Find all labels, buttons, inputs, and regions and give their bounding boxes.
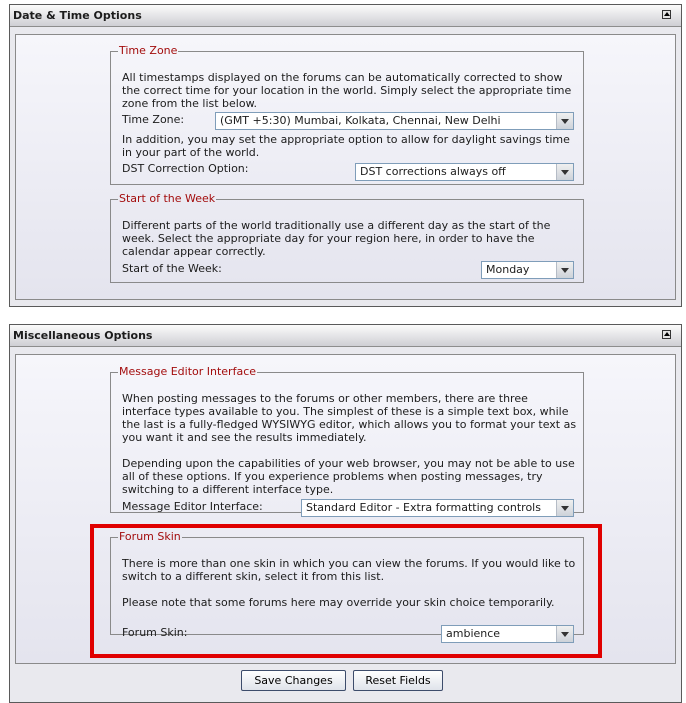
collapse-misc-icon[interactable] bbox=[662, 330, 671, 339]
chevron-down-icon[interactable] bbox=[556, 500, 573, 516]
time-zone-fieldset bbox=[110, 45, 584, 185]
skin-highlight-box bbox=[90, 524, 602, 658]
misc-header bbox=[10, 325, 681, 347]
skin-legend: Forum Skin bbox=[119, 530, 181, 543]
dst-value: DST corrections always off bbox=[360, 165, 506, 178]
date-time-body bbox=[15, 34, 676, 300]
skin-description-2: Please note that some forums here may override your skin choice temporarily. bbox=[122, 596, 555, 609]
dst-description: In addition, you may set the appropriate option to allow for daylight savings time in your part of the world. bbox=[122, 133, 570, 159]
chevron-down-icon[interactable] bbox=[556, 262, 573, 278]
editor-label: Message Editor Interface: bbox=[122, 500, 263, 513]
editor-value: Standard Editor - Extra formatting controls bbox=[306, 501, 541, 514]
time-zone-value: (GMT +5:30) Mumbai, Kolkata, Chennai, New Delhi bbox=[220, 114, 501, 127]
chevron-down-icon[interactable] bbox=[556, 164, 573, 180]
dst-label: DST Correction Option: bbox=[122, 162, 249, 175]
start-week-value: Monday bbox=[486, 263, 530, 276]
editor-description-2: Depending upon the capabilities of your web browser, you may not be able to use all of these options. If you experience problems when posting messages, try switching to a different interface type. bbox=[122, 457, 575, 496]
chevron-down-icon[interactable] bbox=[556, 113, 573, 129]
date-time-header bbox=[10, 5, 681, 27]
date-time-panel bbox=[9, 4, 682, 307]
reset-fields-button[interactable]: Reset Fields bbox=[353, 670, 443, 691]
save-changes-button[interactable]: Save Changes bbox=[241, 670, 346, 691]
editor-fieldset bbox=[110, 366, 584, 513]
start-week-select[interactable] bbox=[481, 261, 574, 279]
collapse-date-time-icon[interactable] bbox=[662, 10, 671, 19]
start-week-legend: Start of the Week bbox=[119, 192, 216, 205]
time-zone-label: Time Zone: bbox=[122, 113, 185, 126]
time-zone-legend: Time Zone bbox=[119, 44, 178, 57]
misc-title: Miscellaneous Options bbox=[13, 329, 153, 342]
editor-select[interactable] bbox=[301, 499, 574, 517]
skin-label: Forum Skin: bbox=[122, 626, 188, 639]
time-zone-description: All timestamps displayed on the forums can be automatically corrected to show the correct time for your location in the world. Simply select the appropriate time zone from the list below. bbox=[122, 71, 572, 110]
start-week-fieldset bbox=[110, 193, 584, 283]
start-week-label: Start of the Week: bbox=[122, 262, 222, 275]
time-zone-select[interactable] bbox=[215, 112, 574, 130]
editor-legend: Message Editor Interface bbox=[119, 365, 257, 378]
skin-value: ambience bbox=[446, 627, 501, 640]
start-week-description: Different parts of the world traditionally use a different day as the start of the week. Select the appropriate day for your region here, in order to have the calendar appear correctly. bbox=[122, 219, 551, 258]
dst-select[interactable] bbox=[355, 163, 574, 181]
skin-description: There is more than one skin in which you can view the forums. If you would like to switch to a different skin, select it from this list. bbox=[122, 557, 576, 583]
editor-description: When posting messages to the forums or other members, there are three interface types available to you. The simplest of these is a simple text box, while the last is a fully-fledged WYSIWYG editor, which allows you to format your text as you want it and see the results immediately. bbox=[122, 392, 577, 444]
date-time-title: Date & Time Options bbox=[13, 9, 142, 22]
